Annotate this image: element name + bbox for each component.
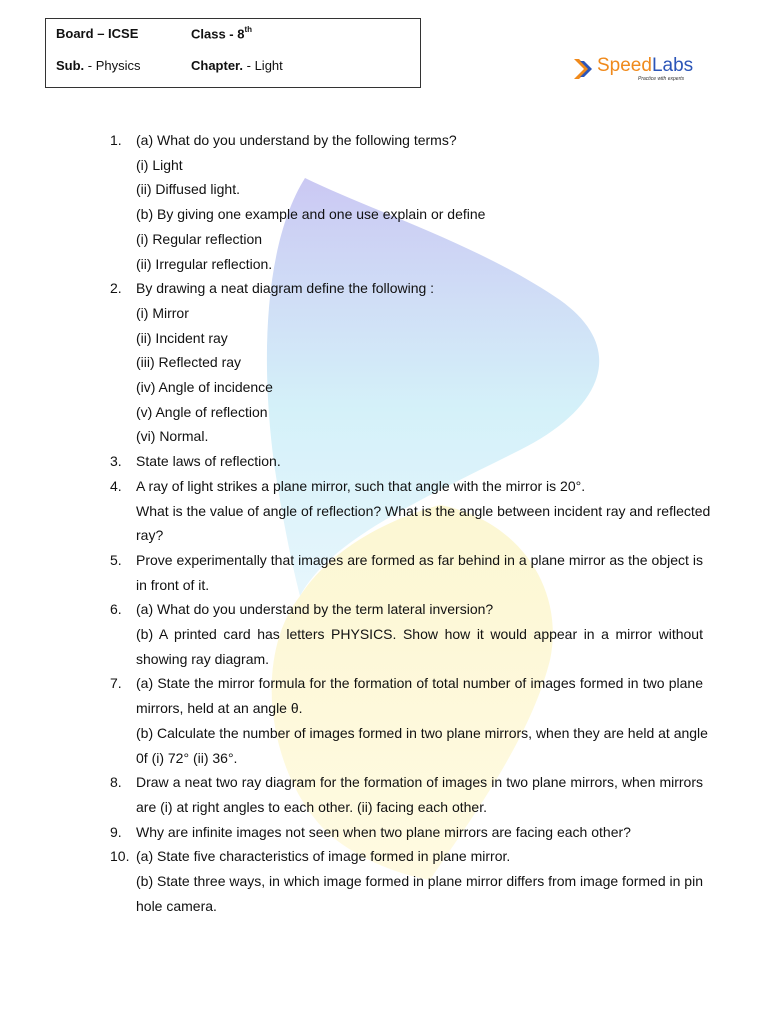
question-item	[0, 770, 768, 819]
question-line: (v) Angle of reflection	[136, 403, 268, 420]
question-item	[0, 474, 768, 548]
question-line: (ii) Diffused light.	[136, 181, 241, 198]
subject-label: Sub.	[56, 58, 85, 73]
question-line: are (i) at right angles to each other. (ii) facing each other.	[136, 798, 487, 815]
question-line: (a) State five characteristics of image formed in plane mirror.	[136, 848, 511, 865]
chapter-value: - Light	[246, 58, 283, 73]
question-line: (a) State the mirror formula for the formation of total number of images formed in two plane	[136, 675, 703, 692]
question-line: (ii) Incident ray	[136, 329, 228, 346]
board-value: – ICSE	[97, 26, 139, 41]
question-line: mirrors, held at an angle θ.	[136, 700, 303, 717]
speedlabs-logo	[572, 55, 702, 87]
chapter-field	[191, 58, 283, 73]
question-number: 3.	[110, 453, 122, 470]
question-item	[0, 820, 768, 845]
question-line: ray?	[136, 527, 164, 544]
logo-wordmark	[597, 56, 693, 75]
question-line: 0f (i) 72° (ii) 36°.	[136, 749, 238, 766]
question-line: What is the value of angle of reflection? What is the angle between incident ray and reflected	[136, 502, 711, 519]
question-line: (iii) Reflected ray	[136, 354, 242, 371]
question-line: (b) By giving one example and one use explain or define	[136, 206, 486, 223]
question-number: 1.	[110, 132, 122, 148]
class-field	[191, 26, 252, 41]
logo-labs-text: Labs	[651, 55, 694, 76]
subject-field	[56, 58, 141, 73]
question-line: A ray of light strikes a plane mirror, such that angle with the mirror is 20°.	[136, 477, 586, 494]
question-line: (a) What do you understand by the following terms?	[136, 132, 457, 148]
question-line: (b) Calculate the number of images formed in two plane mirrors, when they are held at angle	[136, 724, 708, 741]
question-number: 5.	[110, 551, 122, 568]
question-line: (ii) Irregular reflection.	[136, 255, 273, 272]
question-item	[0, 844, 768, 918]
question-list	[0, 128, 768, 919]
class-superscript: th	[244, 25, 253, 34]
question-line: in front of it.	[136, 576, 210, 593]
question-number: 4.	[110, 477, 122, 494]
question-item	[0, 548, 768, 597]
question-item	[0, 276, 768, 449]
question-number: 7.	[110, 675, 122, 692]
question-line: (i) Mirror	[136, 304, 189, 321]
logo-tagline: Practice with experts	[638, 76, 685, 82]
question-line: (b) A printed card has letters PHYSICS. Show how it would appear in a mirror without	[136, 626, 703, 643]
question-line: (b) State three ways, in which image formed in plane mirror differs from image formed in pin	[136, 873, 703, 890]
question-line: (iv) Angle of incidence	[136, 379, 273, 396]
question-line: (a) What do you understand by the term lateral inversion?	[136, 601, 494, 618]
question-item	[0, 128, 768, 276]
question-number: 6.	[110, 601, 122, 618]
question-number: 10.	[110, 848, 130, 865]
question-line: (i) Regular reflection	[136, 230, 263, 247]
question-line: Why are infinite images not seen when two plane mirrors are facing each other?	[136, 823, 631, 840]
question-line: Prove experimentally that images are formed as far behind in a plane mirror as the object is	[136, 551, 703, 568]
class-label: Class -	[191, 26, 234, 42]
question-line: showing ray diagram.	[136, 650, 270, 667]
question-line: (vi) Normal.	[136, 428, 209, 445]
question-line: By drawing a neat diagram define the following :	[136, 280, 435, 297]
board-label: Board	[56, 26, 94, 41]
header-info-box	[45, 18, 421, 88]
question-item	[0, 597, 768, 671]
question-line: (i) Light	[136, 156, 183, 173]
chapter-label: Chapter.	[191, 58, 244, 73]
question-line: Draw a neat two ray diagram for the formation of images in two plane mirrors, when mirrors	[136, 774, 703, 791]
speedlabs-chevron-icon	[572, 57, 594, 81]
question-number: 8.	[110, 774, 122, 791]
question-item	[0, 449, 768, 474]
question-number: 9.	[110, 823, 122, 840]
question-number: 2.	[110, 280, 122, 297]
subject-value: - Physics	[87, 58, 141, 73]
logo-speed-text: Speed	[597, 55, 652, 76]
question-item	[0, 671, 768, 770]
question-line: State laws of reflection.	[136, 453, 281, 470]
question-line: hole camera.	[136, 897, 217, 914]
class-value: 8	[237, 26, 245, 42]
board-field	[56, 26, 138, 41]
